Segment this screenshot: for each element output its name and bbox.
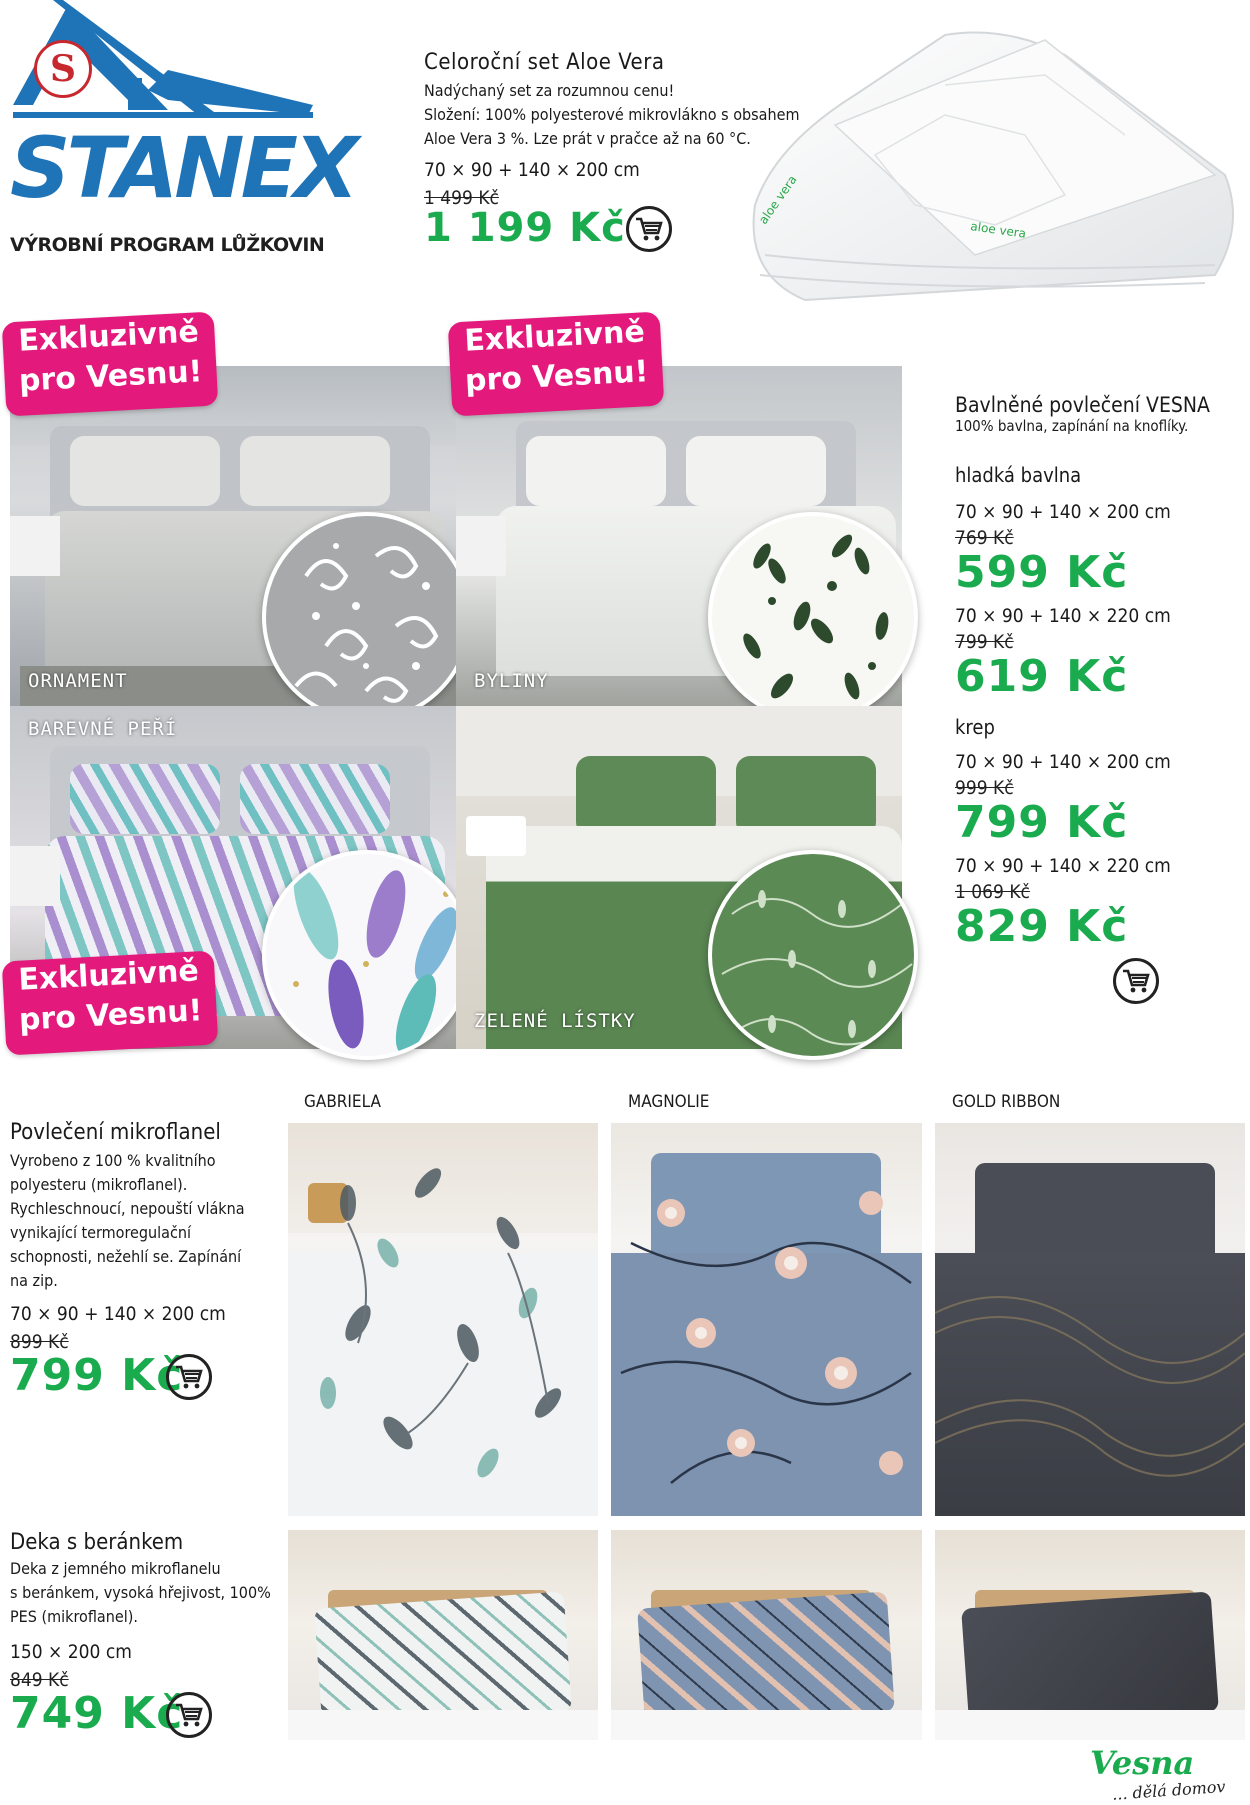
- aloe-product-image: [745, 25, 1250, 305]
- smooth-size-1: 70 × 90 + 140 × 200 cm: [955, 501, 1171, 523]
- exclusive-badge-2: [448, 312, 665, 417]
- aloe-desc-1: Nadýchaný set za rozumnou cenu!: [424, 81, 675, 100]
- caption-zelene-listky: ZELENÉ LÍSTKY: [474, 1010, 636, 1032]
- deka-title: Deka s beránkem: [10, 1530, 184, 1555]
- aloe-size: 70 × 90 + 140 × 200 cm: [424, 159, 640, 181]
- vesna-cart-button[interactable]: [1113, 958, 1159, 1004]
- krep-label: krep: [955, 715, 995, 739]
- micro-desc-6: na zip.: [10, 1271, 58, 1290]
- photo-magnolie-bedding: [611, 1123, 922, 1516]
- vesna-desc: 100% bavlna, zapínání na knoflíky.: [955, 417, 1189, 435]
- smooth-old-1: 769 Kč: [955, 527, 1014, 549]
- micro-desc-4: vynikající termoregulační: [10, 1223, 192, 1242]
- micro-price: 799 Kč: [10, 1350, 184, 1401]
- swatch-ornament: [262, 512, 472, 722]
- micro-desc-1: Vyrobeno z 100 % kvalitního: [10, 1151, 216, 1170]
- micro-desc-3: Rychleschnoucí, nepouští vlákna: [10, 1199, 245, 1218]
- aloe-cart-button[interactable]: [626, 206, 672, 252]
- micro-desc-5: schopnosti, nežehlí se. Zapínání: [10, 1247, 242, 1266]
- logo-subtitle: VÝROBNÍ PROGRAM LŮŽKOVIN: [10, 234, 325, 256]
- cart-icon: [175, 1702, 203, 1728]
- cart-icon: [175, 1364, 203, 1390]
- exclusive-badge-3: [2, 951, 219, 1056]
- aloe-price: 1 199 Kč: [424, 205, 626, 251]
- deka-desc-2: s beránkem, vysoká hřejivost, 100%: [10, 1583, 271, 1602]
- swatch-byliny: [708, 512, 918, 722]
- badge-line-1: Exkluzivně: [17, 953, 200, 998]
- caption-byliny: BYLINY: [474, 670, 549, 692]
- smooth-old-2: 799 Kč: [955, 631, 1014, 653]
- swatch-barevne-peri: [262, 850, 472, 1060]
- photo-gabriela-bedding: [288, 1123, 598, 1516]
- micro-old-price: 899 Kč: [10, 1331, 69, 1353]
- aloe-label-1: aloe vera: [969, 219, 1027, 241]
- krep-old-2: 1 069 Kč: [955, 881, 1030, 903]
- exclusive-badge-1: [2, 312, 219, 417]
- deka-desc-3: PES (mikroflanel).: [10, 1607, 138, 1626]
- logo-wordmark: STANEX: [10, 119, 355, 217]
- photo-gold-ribbon-blanket: [935, 1530, 1245, 1740]
- deka-text-block: [10, 1530, 280, 1737]
- photo-magnolie-blanket: [611, 1530, 922, 1740]
- vesna-tagline: ... dělá domov: [1111, 1776, 1227, 1804]
- logo-emblem: [34, 40, 92, 98]
- column-header-magnolie: MAGNOLIE: [628, 1092, 710, 1112]
- badge-line-2: pro Vesnu!: [18, 993, 204, 1038]
- caption-ornament: ORNAMENT: [28, 670, 128, 692]
- micro-text-block: [10, 1120, 280, 1399]
- photo-gold-ribbon-bedding: [935, 1123, 1245, 1516]
- vesna-logo-text: Vesna: [1090, 1744, 1195, 1782]
- deka-cart-button[interactable]: [166, 1692, 212, 1738]
- column-header-gabriela: GABRIELA: [304, 1092, 381, 1112]
- cart-icon: [1122, 968, 1150, 994]
- badge-line-2: pro Vesnu!: [18, 354, 204, 399]
- micro-size: 70 × 90 + 140 × 200 cm: [10, 1303, 226, 1325]
- deka-desc-1: Deka z jemného mikroflanelu: [10, 1559, 221, 1578]
- deka-size: 150 × 200 cm: [10, 1641, 132, 1663]
- krep-price-1: 799 Kč: [955, 797, 1129, 848]
- micro-desc-2: polyesteru (mikroflanel).: [10, 1175, 188, 1194]
- smooth-size-2: 70 × 90 + 140 × 220 cm: [955, 605, 1171, 627]
- swatch-zelene-listky: [708, 850, 918, 1060]
- vesna-logo: [1090, 1746, 1250, 1805]
- smooth-price-1: 599 Kč: [955, 547, 1129, 598]
- krep-price-2: 829 Kč: [955, 901, 1129, 952]
- badge-line-1: Exkluzivně: [463, 314, 646, 359]
- smooth-price-2: 619 Kč: [955, 651, 1129, 702]
- column-header-gold-ribbon: GOLD RIBBON: [952, 1092, 1061, 1112]
- stanex-logo: [8, 0, 355, 265]
- deka-price: 749 Kč: [10, 1688, 184, 1739]
- aloe-old-price: 1 499 Kč: [424, 187, 499, 209]
- aloe-label-2: aloe vera: [755, 172, 800, 227]
- photo-gabriela-blanket: [288, 1530, 598, 1740]
- badge-line-2: pro Vesnu!: [464, 354, 650, 399]
- vesna-title: Bavlněné povlečení VESNA: [955, 393, 1210, 417]
- smooth-label: hladká bavlna: [955, 463, 1082, 487]
- krep-old-1: 999 Kč: [955, 777, 1014, 799]
- krep-size-2: 70 × 90 + 140 × 220 cm: [955, 855, 1171, 877]
- aloe-title: Celoroční set Aloe Vera: [424, 50, 665, 75]
- vesna-pricing: [955, 393, 1250, 951]
- aloe-desc-2: Složení: 100% polyesterové mikrovlákno s obsahem: [424, 105, 800, 124]
- micro-cart-button[interactable]: [166, 1354, 212, 1400]
- caption-barevne-peri: BAREVNÉ PEŘÍ: [28, 718, 178, 740]
- deka-old-price: 849 Kč: [10, 1669, 69, 1691]
- krep-size-1: 70 × 90 + 140 × 200 cm: [955, 751, 1171, 773]
- badge-line-1: Exkluzivně: [17, 314, 200, 359]
- logo-letter: S: [50, 48, 76, 90]
- micro-title: Povlečení mikroflanel: [10, 1120, 221, 1145]
- aloe-desc-3: Aloe Vera 3 %. Lze prát v pračce až na 60 °C.: [424, 129, 751, 148]
- cart-icon: [635, 216, 663, 242]
